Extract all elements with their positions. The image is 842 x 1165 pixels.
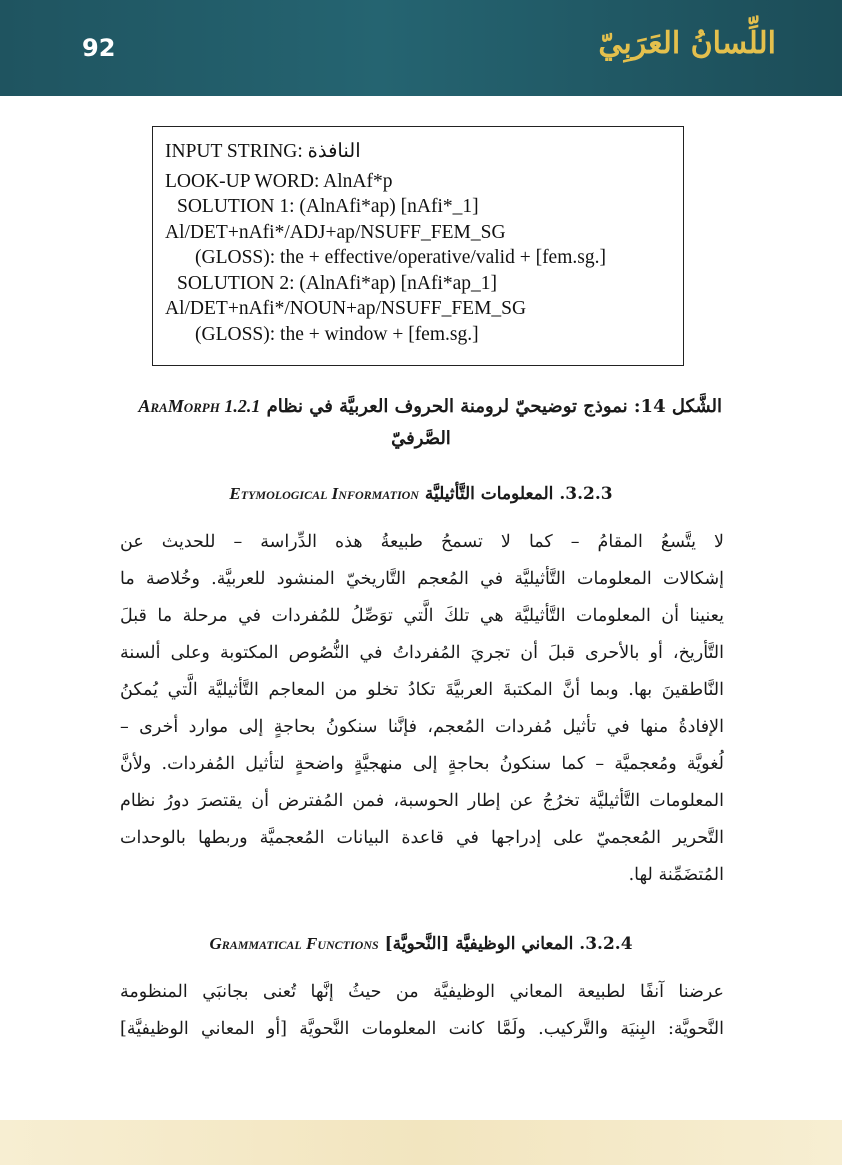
figure-line: (GLOSS): the + effective/operative/valid + [fem.sg.] (195, 247, 606, 268)
body-paragraph (120, 974, 724, 1048)
page-footer-band (0, 1120, 842, 1165)
paragraph-line: التَّأريخ، أو بالأحرى قبلَ أن تجريَ المُفرداتُ في النُّصُوص المكتوبة وعلى ألسنة (120, 643, 724, 663)
section-heading (120, 482, 722, 506)
section-title-en: Grammatical Functions (209, 934, 379, 953)
figure-line: LOOK-UP WORD: AlnAf*p (165, 170, 393, 192)
body-paragraph (120, 524, 724, 894)
journal-logo: اللِّسانُ العَرَبِيّ (598, 26, 776, 61)
paragraph-line: النَّاطقينَ بها. وبما أنَّ المكتبةَ العربيَّةَ تكادُ تخلو من المعاجم التَّأثيليَّة الَّتي يُمكنُ (120, 680, 724, 700)
section-title-en: Etymological Information (229, 484, 419, 503)
section-title-ar: المعلومات التَّأثيليَّة (424, 484, 554, 504)
figure-line: (GLOSS): the + window + [fem.sg.] (195, 323, 479, 345)
figure-caption (120, 390, 722, 455)
page-number: 92 (82, 34, 116, 62)
section-heading (120, 932, 722, 956)
section-number: 3.2.3. (559, 484, 613, 504)
figure-line: SOLUTION 1: (AlnAfi*ap) [nAfi*_1] (177, 196, 479, 217)
caption-term: AraMorph 1.2.1 (138, 396, 261, 416)
paragraph-line: المعلومات التَّأثيليَّة تخرُجُ عن إطار الحوسبة، فمن المُفترض أن يقتصرَ دورُ نظام (120, 791, 724, 811)
section-title-ar: المعاني الوظيفيَّة [النَّحويَّة] (384, 934, 574, 954)
section-number: 3.2.4. (579, 934, 633, 954)
page-header-banner (0, 0, 842, 96)
paragraph-line: لُغويَّة ومُعجميَّة – كما سنكونُ بحاجةٍ إلى منهجيَّةٍ واضحةٍ لتأثيل المُفردات. ولأنَّ (120, 754, 724, 774)
paragraph-line: التَّحرير المُعجميّ على إدراجها في قاعدة البيانات المُعجميَّة وربطها بالوحدات (120, 828, 724, 848)
figure-line: INPUT STRING: النافذة (165, 141, 361, 162)
figure-line: SOLUTION 2: (AlnAfi*ap) [nAfi*ap_1] (177, 272, 498, 294)
caption-text-line2: الصَّرفيّ (391, 428, 451, 449)
paragraph-line: الإفادةُ منها في تأثيل مُفردات المُعجم، فإنَّنا سنكونُ بحاجةٍ إلى موارد أخرى – (120, 717, 724, 737)
figure-line: Al/DET+nAfi*/ADJ+ap/NSUFF_FEM_SG (165, 221, 506, 243)
paragraph-line: يعنينا أن المعلومات التَّأثيليَّة هي تلكَ الَّتي توَصِّلُ للمُفردات في مرحلة ما قبلَ (120, 606, 724, 626)
paragraph-line: النَّحويَّة: البِنيَة والتَّركيب. ولَمَّا كانت المعلومات النَّحويَّة [أو المعاني الوظيفيَّة] (120, 1019, 724, 1039)
paragraph-line: لا يتَّسعُ المقامُ – كما لا تسمحُ طبيعةُ هذه الدِّراسة – للحديث عن (120, 532, 724, 552)
caption-text: الشَّكل 14: نموذج توضيحيّ لرومنة الحروف العربيَّة في نظام (266, 396, 722, 417)
paragraph-line: عرضنا آنفًا لطبيعة المعاني الوظيفيَّة من حيثُ إنَّها تُعنى بجانبَي المنظومة (120, 982, 724, 1002)
figure-line: Al/DET+nAfi*/NOUN+ap/NSUFF_FEM_SG (165, 298, 527, 319)
paragraph-line: المُتضَمِّنة لها. (628, 865, 724, 885)
figure-box (152, 126, 684, 366)
paragraph-line: إشكالات المعلومات التَّأثيليَّة في المُعجم التَّاريخيّ المنشود للعربيَّة. وخُلاصة ما (120, 569, 724, 589)
